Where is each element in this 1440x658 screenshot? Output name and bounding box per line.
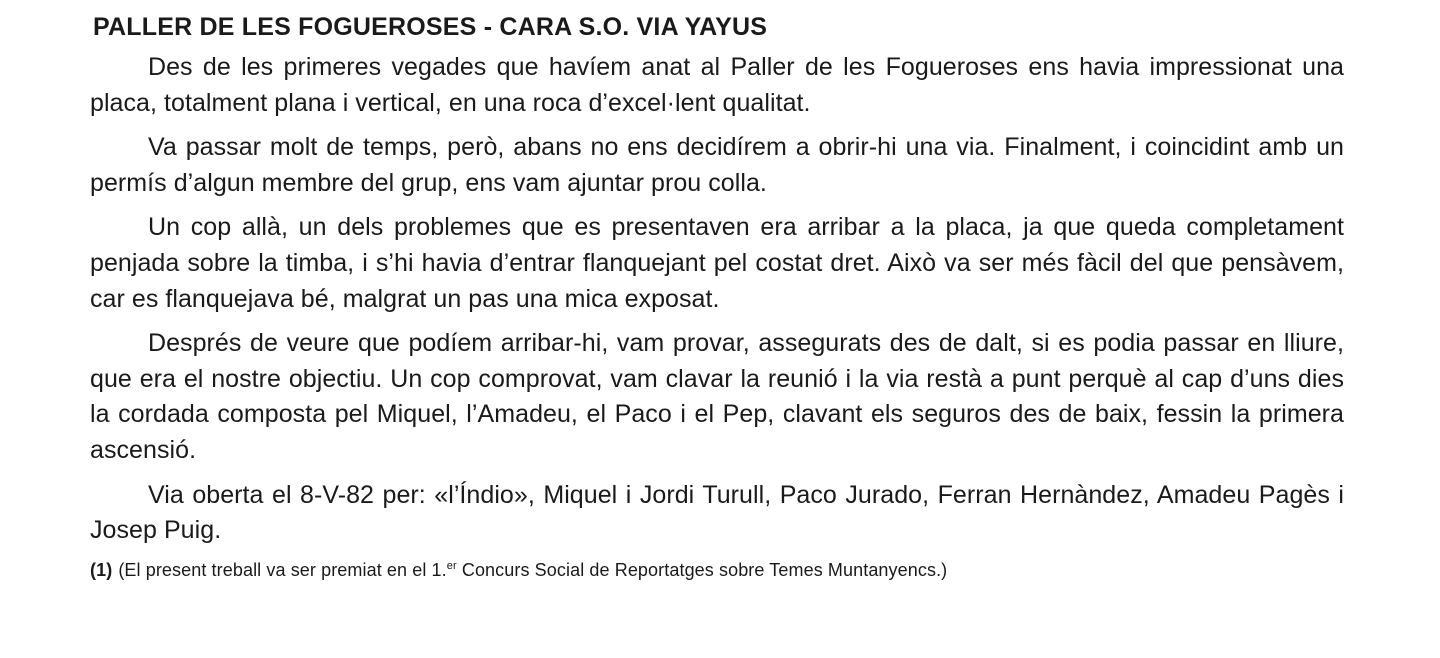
paragraph-4: Després de veure que podíem arribar-hi, vam provar, assegurats des de dalt, si es podia passar en lliure, que era el nostre objectiu. Un cop comprovat, vam clavar la reunió i la via restà a punt perquè al cap d’uns dies la cordada composta pel Miquel, l’Amadeu, el Paco i el Pep, clavant els seguros des de baix, fessin la primera ascensió.	[90, 329, 1344, 464]
footnote-superscript: er	[446, 559, 457, 572]
article-title: PALLER DE LES FOGUEROSES - CARA S.O. VIA YAYUS	[93, 13, 768, 41]
paragraph-3: Un cop allà, un dels problemes que es presentaven era arribar a la placa, ja que queda completament penjada sobre la timba, i s’hi havia d’entrar flanquejant pel costat dret. Això va ser més fàcil del que pensàvem, car es flanquejava bé, malgrat un pas una mica exposat.	[90, 213, 1344, 313]
footnote-number: (1)	[90, 559, 113, 580]
paragraph-5: Via oberta el 8-V-82 per: «l’Índio», Miquel i Jordi Turull, Paco Jurado, Ferran Hernàndez, Amadeu Pagès i Josep Puig.	[90, 480, 1344, 545]
footnote-text-after: Concurs Social de Reportatges sobre Temes Muntanyencs.)	[456, 559, 948, 580]
footnote	[90, 558, 1344, 582]
paragraph-1: Des de les primeres vegades que havíem anat al Paller de les Fogueroses ens havia impressionat una placa, totalment plana i vertical, en una roca d’excel·lent qualitat.	[90, 53, 1344, 117]
footnote-text-before: (El present treball va ser premiat en el 1.	[118, 559, 447, 580]
paragraph-2: Va passar molt de temps, però, abans no ens decidírem a obrir-hi una via. Finalment, i coincidint amb un permís d’algun membre del grup, ens vam ajuntar prou colla.	[90, 133, 1344, 197]
